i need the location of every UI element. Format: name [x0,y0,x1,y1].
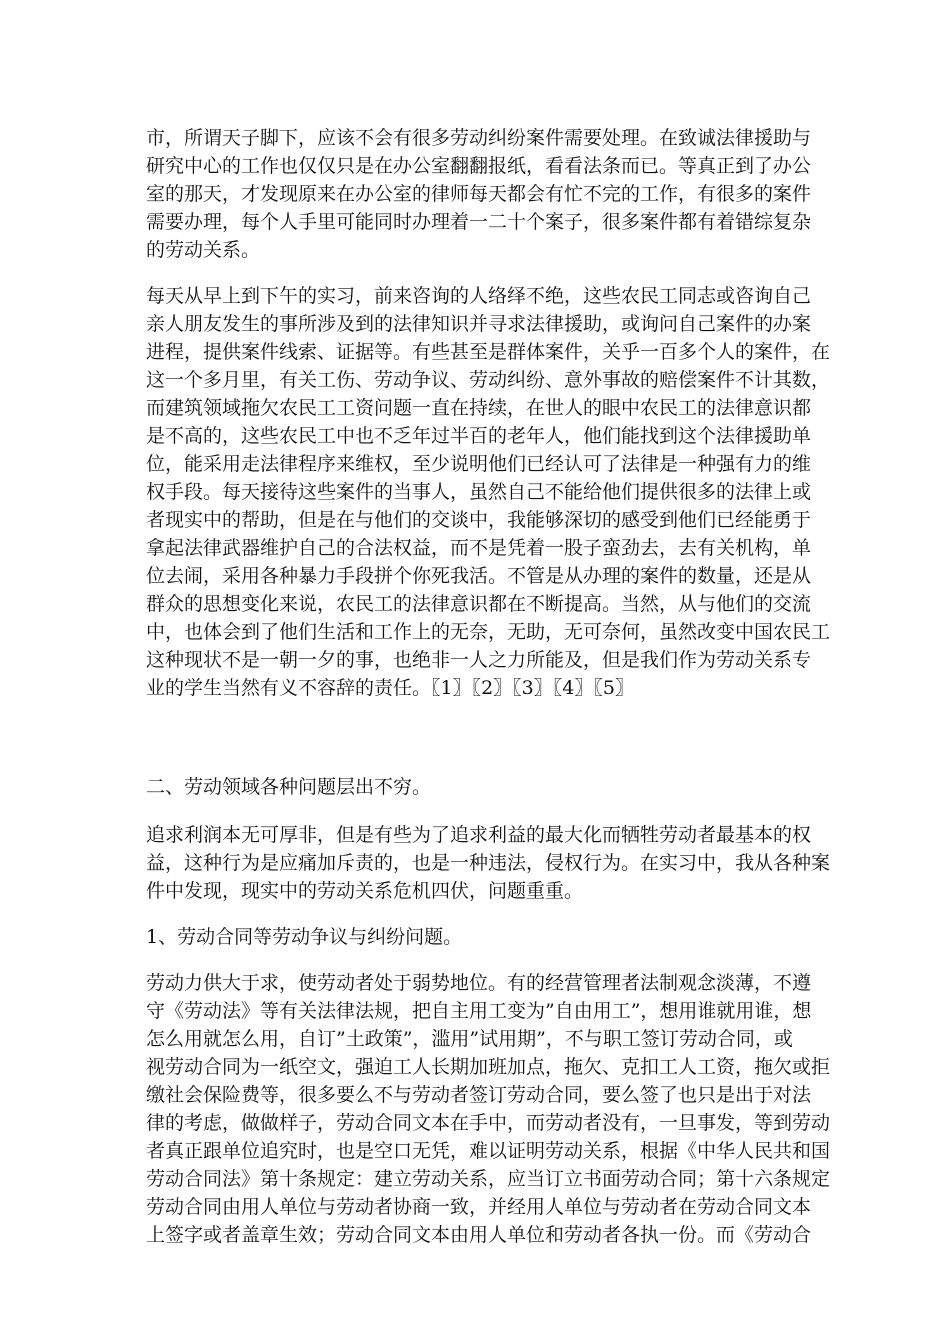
text-line: 拿起法律武器维护自己的合法权益，而不是凭着一股子蛮劲去，去有关机构，单 [146,537,812,559]
text-line: 这种现状不是一朝一夕的事，也绝非一人之力所能及，但是我们作为劳动关系专 [146,649,812,671]
text-line: 律的考虑，做做样子，劳动合同文本在手中，而劳动者没有，一旦事发，等到劳动 [146,1112,831,1134]
text-line: 位去闹，采用各种暴力手段拼个你死我活。不管是从办理的案件的数量，还是从 [146,565,812,587]
text-line: 这一个多月里，有关工伤、劳动争议、劳动纠纷、意外事故的赔偿案件不计其数， [146,369,831,391]
paragraph-3 [146,821,831,905]
text-line: 怎么用就怎么用，自订”土政策”，滥用”试用期”，不与职工签订劳动合同，或 [146,1028,793,1050]
text-line: 位，能采用走法律程序来维权，至少说明他们已经认可了法律是一种强有力的维 [146,453,812,475]
text-line: 每天从早上到下午的实习，前来咨询的人络绎不绝，这些农民工同志或咨询自己 [146,285,812,307]
text-line: 视劳动合同为一纸空文，强迫工人长期加班加点，拖欠、克扣工人工资，拖欠或拒 [146,1056,831,1078]
text-line: 劳动合同由用人单位与劳动者协商一致，并经用人单位与劳动者在劳动合同文本 [146,1196,812,1218]
text-line: 中，也体会到了他们生活和工作上的无奈，无助，无可奈何，虽然改变中国农民工 [146,621,831,643]
text-line: 者现实中的帮助，但是在与他们的交谈中，我能够深切的感受到他们已经能勇于 [146,509,812,531]
text-line: 需要办理，每个人手里可能同时办理着一二十个案子，很多案件都有着错综复杂 [146,211,812,233]
text-line: 上签字或者盖章生效；劳动合同文本由用人单位和劳动者各执一份。而《劳动合 [146,1224,812,1246]
text-line: 室的那天，才发现原来在办公室的律师每天都会有忙不完的工作，有很多的案件 [146,183,812,205]
text-line: 市，所谓天子脚下，应该不会有很多劳动纠纷案件需要处理。在致诚法律援助与 [146,127,812,149]
heading-text: 1、劳动合同等劳动争议与纠纷问题。 [146,926,463,948]
section-heading [146,773,811,801]
text-line: 劳动合同法》第十条规定：建立劳动关系，应当订立书面劳动合同；第十六条规定 [146,1168,831,1190]
text-line: 缴社会保险费等，很多要么不与劳动者签订劳动合同，要么签了也只是出于对法 [146,1084,812,1106]
subsection-heading [146,923,811,951]
text-line: 件中发现，现实中的劳动关系危机四伏，问题重重。 [146,880,584,902]
text-line: 研究中心的工作也仅仅只是在办公室翻翻报纸，看看法条而已。等真正到了办公 [146,155,812,177]
text-line: 守《劳动法》等有关法律法规，把自主用工变为”自由用工”，想用谁就用谁，想 [146,1000,812,1022]
text-line: 亲人朋友发生的事所涉及到的法律知识并寻求法律援助，或询问自己案件的办案 [146,313,812,335]
heading-text: 二、劳动领域各种问题层出不穷。 [146,776,432,798]
text-line: 进程，提供案件线索、证据等。有些甚至是群体案件，关乎一百多个人的案件，在 [146,341,831,363]
text-line: 而建筑领域拖欠农民工工资问题一直在持续，在世人的眼中农民工的法律意识都 [146,397,812,419]
text-line: 群众的思想变化来说，农民工的法律意识都在不断提高。当然，从与他们的交流 [146,593,812,615]
document-body [146,124,831,1334]
text-line: 权手段。每天接待这些案件的当事人，虽然自己不能给他们提供很多的法律上或 [146,481,812,503]
text-line: 是不高的，这些农民工中也不乏年过半百的老年人，他们能找到这个法律援助单 [146,425,812,447]
text-line: 追求利润本无可厚非，但是有些为了追求利益的最大化而牺牲劳动者最基本的权 [146,824,812,846]
paragraph-1 [146,124,811,264]
paragraph-4 [146,969,831,1249]
text-line: 劳动力供大于求，使劳动者处于弱势地位。有的经营管理者法制观念淡薄，不遵 [146,972,812,994]
text-line: 的劳动关系。 [146,239,261,261]
text-line: 益，这种行为是应痛加斥责的，也是一种违法，侵权行为。在实习中，我从各种案 [146,852,831,874]
text-line: 者真正跟单位追究时，也是空口无凭，难以证明劳动关系，根据《中华人民共和国 [146,1140,831,1162]
paragraph-2 [146,282,831,702]
text-line: 业的学生当然有义不容辞的责任。〖1〗〖2〗〖3〗〖4〗〖5〗 [146,677,634,699]
